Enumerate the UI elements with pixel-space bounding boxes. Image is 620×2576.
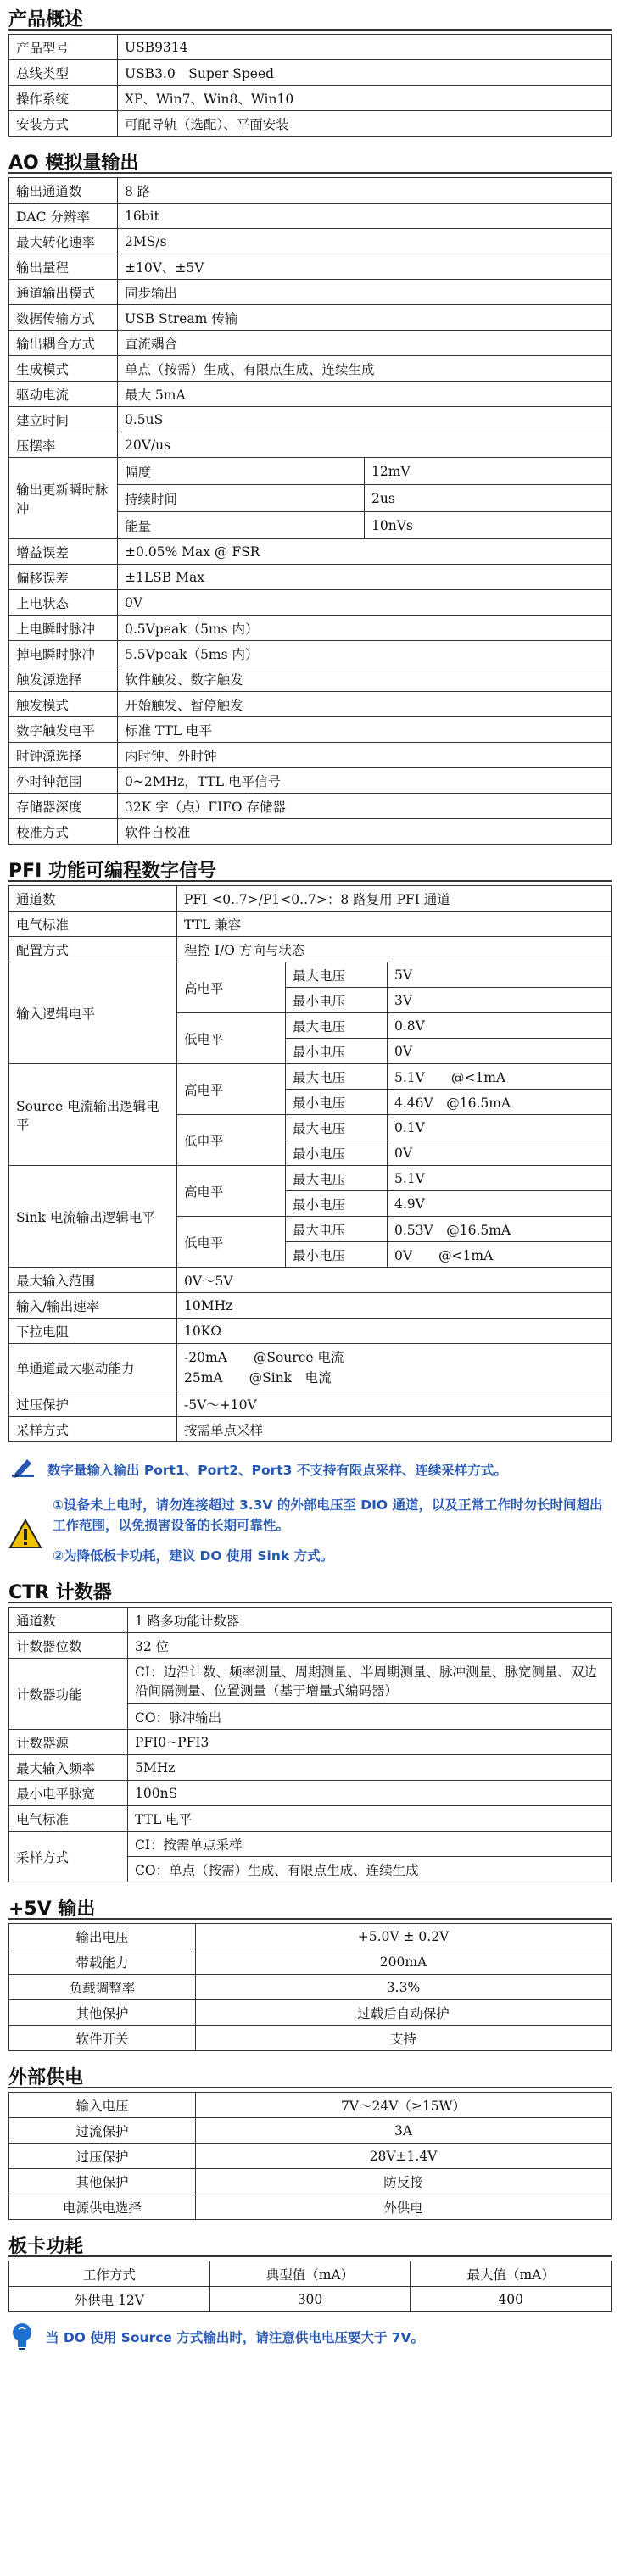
table-row [9, 886, 612, 912]
row-value: 0V～5V [177, 1268, 612, 1293]
row-key: 触发源选择 [9, 666, 118, 692]
row-key: 驱动电流 [9, 382, 118, 407]
pen-note [8, 1454, 612, 1486]
row-key: 生成模式 [9, 356, 118, 382]
row-value: 32K 字（点）FIFO 存储器 [118, 794, 612, 819]
pen-icon [8, 1454, 37, 1486]
row-value: 0V [118, 590, 612, 616]
row-key: 其他保护 [9, 2169, 196, 2194]
row-key: 增益误差 [9, 539, 118, 565]
row-key: 上电状态 [9, 590, 118, 616]
sub-value: 0.8V [388, 1013, 612, 1039]
row-value: ±10V、±5V [118, 254, 612, 280]
row-key: 负载调整率 [9, 1975, 196, 2000]
sub-value: 5V [388, 962, 612, 988]
row-key: 过流保护 [9, 2118, 196, 2144]
row-value: USB Stream 传输 [118, 305, 612, 331]
row-value: 20V/us [118, 432, 612, 458]
level-label: 低电平 [177, 1217, 286, 1268]
table-row [9, 1806, 612, 1832]
info-note [8, 2321, 612, 2355]
row-key: 产品型号 [9, 35, 118, 60]
sub-key: 最大电压 [286, 1115, 388, 1140]
row-key: 电气标准 [9, 1806, 128, 1832]
section-title-ao: AO 模拟量输出 [8, 153, 139, 174]
header-cell: 典型值（mA） [209, 2261, 411, 2287]
sub-key: 最小电压 [286, 1039, 388, 1064]
row-value: 防反接 [196, 2169, 612, 2194]
table-row [9, 254, 612, 280]
row-value: 5.5Vpeak（5ms 内） [118, 641, 612, 666]
sub-key: 最大电压 [286, 1013, 388, 1039]
row-key: 建立时间 [9, 407, 118, 432]
table-row [9, 86, 612, 111]
cell: 外供电 12V [9, 2287, 210, 2312]
row-value: 32 位 [128, 1633, 612, 1659]
row-value: 程控 I/O 方向与状态 [177, 937, 612, 962]
row-key: 总线类型 [9, 60, 118, 86]
sub-key: 最大电压 [286, 962, 388, 988]
table-row [9, 1924, 612, 1949]
table-row [9, 641, 612, 666]
table-row [9, 1755, 612, 1781]
table-row [9, 2000, 612, 2026]
row-key: 配置方式 [9, 937, 177, 962]
row-key: 通道数 [9, 886, 177, 912]
table-row [9, 794, 612, 819]
lightbulb-icon [8, 2321, 36, 2355]
note-text: 当 DO 使用 Source 方式输出时，请注意供电电压要大于 7V。 [46, 2330, 424, 2345]
row-key: 校准方式 [9, 819, 118, 845]
row-value: 10KΩ [177, 1319, 612, 1344]
warning-icon [8, 1519, 42, 1566]
level-label: 高电平 [177, 962, 286, 1013]
table-row [9, 1166, 612, 1191]
table-row [9, 458, 612, 485]
table-row [9, 717, 612, 743]
table-row [9, 1344, 612, 1391]
level-label: 高电平 [177, 1064, 286, 1115]
sub-key: 最大电压 [286, 1166, 388, 1191]
table-row [9, 1268, 612, 1293]
table-row [9, 768, 612, 794]
row-value: 过载后自动保护 [196, 2000, 612, 2026]
row-value: CO：脉冲输出 [128, 1704, 612, 1730]
row-key: 电气标准 [9, 912, 177, 937]
sub-value: 0V @<1mA [388, 1242, 612, 1268]
section-rule [8, 2255, 612, 2257]
section-rule [8, 1918, 612, 1920]
sub-key: 最小电压 [286, 1090, 388, 1115]
sub-value: 4.46V @16.5mA [388, 1090, 612, 1115]
row-value: +5.0V ± 0.2V [196, 1924, 612, 1949]
row-value: PFI0~PFI3 [128, 1730, 612, 1755]
table-row [9, 743, 612, 768]
row-key: 存储器深度 [9, 794, 118, 819]
row-value: 7V～24V（≥15W） [196, 2093, 612, 2118]
row-key: 其他保护 [9, 2000, 196, 2026]
row-value: 16bit [118, 204, 612, 229]
row-key: 计数器源 [9, 1730, 128, 1755]
table-row [9, 2194, 612, 2220]
row-value: USB3.0 Super Speed [118, 60, 612, 86]
row-key: 过压保护 [9, 2144, 196, 2169]
row-key: 输出耦合方式 [9, 331, 118, 356]
drive-source: -20mA @Source 电流 [184, 1349, 344, 1365]
sub-value: 10nVs [365, 512, 612, 539]
row-value: 5MHz [128, 1755, 612, 1781]
row-value: TTL 兼容 [177, 912, 612, 937]
row-value: 外供电 [196, 2194, 612, 2220]
level-label: 低电平 [177, 1013, 286, 1064]
table-row [9, 1293, 612, 1319]
row-key: 触发模式 [9, 692, 118, 717]
row-key: 过压保护 [9, 1391, 177, 1417]
row-key: 软件开关 [9, 2026, 196, 2051]
row-key: 数字触发电平 [9, 717, 118, 743]
table-row [9, 178, 612, 204]
row-value: 0.5uS [118, 407, 612, 432]
section-rule [8, 29, 612, 31]
table-row [9, 1608, 612, 1633]
row-value: ±1LSB Max [118, 565, 612, 590]
table-row [9, 1064, 612, 1090]
table-row [9, 2144, 612, 2169]
row-key: Source 电流输出逻辑电平 [9, 1064, 177, 1166]
row-value: 最大 5mA [118, 382, 612, 407]
table-row [9, 229, 612, 254]
row-key: 数据传输方式 [9, 305, 118, 331]
row-value: -5V～+10V [177, 1391, 612, 1417]
row-key: 输出量程 [9, 254, 118, 280]
section-rule [8, 2087, 612, 2088]
table-row [9, 1781, 612, 1806]
row-key: 输出通道数 [9, 178, 118, 204]
sub-key: 最大电压 [286, 1217, 388, 1242]
table-row [9, 1730, 612, 1755]
row-value: USB9314 [118, 35, 612, 60]
row-value: 开始触发、暂停触发 [118, 692, 612, 717]
row-key: 通道输出模式 [9, 280, 118, 305]
ext-table [8, 2092, 612, 2220]
row-value: 3A [196, 2118, 612, 2144]
table-row [9, 2287, 612, 2312]
row-key: 通道数 [9, 1608, 128, 1633]
row-value: 0~2MHz，TTL 电平信号 [118, 768, 612, 794]
row-value: 0.5Vpeak（5ms 内） [118, 616, 612, 641]
table-row [9, 60, 612, 86]
table-row [9, 539, 612, 565]
section-title-5v: +5V 输出 [8, 1899, 96, 1920]
table-row [9, 1319, 612, 1344]
overview-table [8, 34, 612, 137]
row-key: 输出更新瞬时脉冲 [9, 458, 118, 539]
table-row [9, 1659, 612, 1704]
ao-table [8, 177, 612, 845]
table-row [9, 35, 612, 60]
table-row [9, 407, 612, 432]
section-title-power: 板卡功耗 [8, 2236, 84, 2257]
table-row [9, 382, 612, 407]
row-value: XP、Win7、Win8、Win10 [118, 86, 612, 111]
row-key: 最小电平脉宽 [9, 1781, 128, 1806]
row-value: 按需单点采样 [177, 1417, 612, 1442]
row-key: 掉电瞬时脉冲 [9, 641, 118, 666]
sub-key: 最小电压 [286, 988, 388, 1013]
sub-value: 0.53V @16.5mA [388, 1217, 612, 1242]
table-row [9, 962, 612, 988]
table-row [9, 1975, 612, 2000]
row-key: 最大转化速率 [9, 229, 118, 254]
table-row [9, 1832, 612, 1857]
row-key: 带载能力 [9, 1949, 196, 1975]
row-key: 输入逻辑电平 [9, 962, 177, 1064]
row-value: 标准 TTL 电平 [118, 717, 612, 743]
section-title-ext: 外部供电 [8, 2067, 84, 2088]
row-value: 8 路 [118, 178, 612, 204]
sub-key: 最小电压 [286, 1140, 388, 1166]
row-value: 200mA [196, 1949, 612, 1975]
row-value: 2MS/s [118, 229, 612, 254]
header-cell: 工作方式 [9, 2261, 210, 2287]
row-value: ±0.05% Max @ FSR [118, 539, 612, 565]
row-value: 100nS [128, 1781, 612, 1806]
row-value: PFI <0..7>/P1<0..7>：8 路复用 PFI 通道 [177, 886, 612, 912]
row-key: 采样方式 [9, 1417, 177, 1442]
warning-text-1: ①设备未上电时，请勿连接超过 3.3V 的外部电压至 DIO 通道，以及正常工作时勿长时间超出工作范围，以免损害设备的长期可靠性。 [53, 1497, 603, 1533]
row-key: 外时钟范围 [9, 768, 118, 794]
row-key: 压摆率 [9, 432, 118, 458]
table-row [9, 1391, 612, 1417]
row-key: 采样方式 [9, 1832, 128, 1882]
row-key: 最大输入频率 [9, 1755, 128, 1781]
table-row [9, 432, 612, 458]
sub-key: 幅度 [118, 458, 365, 485]
sub-key: 最大电压 [286, 1064, 388, 1090]
row-value: 软件触发、数字触发 [118, 666, 612, 692]
row-value: 同步输出 [118, 280, 612, 305]
row-value: 3.3% [196, 1975, 612, 2000]
sub-value: 2us [365, 485, 612, 512]
row-key: 输出电压 [9, 1924, 196, 1949]
table-row [9, 2093, 612, 2118]
row-value: CO：单点（按需）生成、有限点生成、连续生成 [128, 1857, 612, 1882]
table-row [9, 111, 612, 137]
row-value: CI：边沿计数、频率测量、周期测量、半周期测量、脉冲测量、脉宽测量、双边沿间隔测量、位置测量（基于增量式编码器） [128, 1659, 612, 1704]
table-row [9, 565, 612, 590]
table-row [9, 305, 612, 331]
row-value: TTL 电平 [128, 1806, 612, 1832]
table-row [9, 280, 612, 305]
sub-key: 最小电压 [286, 1191, 388, 1217]
table-row [9, 692, 612, 717]
row-value: 10MHz [177, 1293, 612, 1319]
sub-value: 0V [388, 1039, 612, 1064]
warning-text-2: ②为降低板卡功耗，建议 DO 使用 Sink 方式。 [53, 1548, 334, 1564]
sub-value: 5.1V @<1mA [388, 1064, 612, 1090]
cell: 400 [411, 2287, 612, 2312]
p5v-table [8, 1923, 612, 2051]
table-row [9, 356, 612, 382]
row-key: DAC 分辨率 [9, 204, 118, 229]
pfi-table [8, 885, 612, 1442]
row-key: 上电瞬时脉冲 [9, 616, 118, 641]
sub-value: 4.9V [388, 1191, 612, 1217]
table-row [9, 2026, 612, 2051]
table-row [9, 1949, 612, 1975]
row-key: 偏移误差 [9, 565, 118, 590]
table-row [9, 937, 612, 962]
table-row [9, 819, 612, 845]
table-row [9, 616, 612, 641]
table-row [9, 590, 612, 616]
row-value [177, 1344, 612, 1391]
row-key: 最大输入范围 [9, 1268, 177, 1293]
header-cell: 最大值（mA） [411, 2261, 612, 2287]
sub-value: 12mV [365, 458, 612, 485]
table-row [9, 1633, 612, 1659]
row-key: 输入/输出速率 [9, 1293, 177, 1319]
row-value: 1 路多功能计数器 [128, 1608, 612, 1633]
warning-note [8, 1495, 612, 1566]
row-value: 软件自校准 [118, 819, 612, 845]
row-key: 输入电压 [9, 2093, 196, 2118]
section-title-overview: 产品概述 [8, 9, 84, 31]
row-key: 单通道最大驱动能力 [9, 1344, 177, 1391]
row-key: 安装方式 [9, 111, 118, 137]
sub-key: 能量 [118, 512, 365, 539]
row-key: 时钟源选择 [9, 743, 118, 768]
row-value: 28V±1.4V [196, 2144, 612, 2169]
sub-key: 持续时间 [118, 485, 365, 512]
table-header-row [9, 2261, 612, 2287]
sub-value: 0V [388, 1140, 612, 1166]
power-table [8, 2261, 612, 2312]
level-label: 高电平 [177, 1166, 286, 1217]
row-key: 计数器位数 [9, 1633, 128, 1659]
row-value: 支持 [196, 2026, 612, 2051]
sub-value: 5.1V [388, 1166, 612, 1191]
table-row [9, 2169, 612, 2194]
row-value: 可配导轨（选配）、平面安装 [118, 111, 612, 137]
table-row [9, 912, 612, 937]
drive-sink: 25mA @Sink 电流 [184, 1369, 332, 1386]
row-value: CI：按需单点采样 [128, 1832, 612, 1857]
row-value: 内时钟、外时钟 [118, 743, 612, 768]
table-row [9, 2118, 612, 2144]
sub-key: 最小电压 [286, 1242, 388, 1268]
row-key: 下拉电阻 [9, 1319, 177, 1344]
section-title-ctr: CTR 计数器 [8, 1582, 112, 1603]
cell: 300 [209, 2287, 411, 2312]
row-key: 操作系统 [9, 86, 118, 111]
table-row [9, 331, 612, 356]
note-text: 数字量输入输出 Port1、Port2、Port3 不支持有限点采样、连续采样方式。 [47, 1463, 507, 1478]
sub-value: 0.1V [388, 1115, 612, 1140]
level-label: 低电平 [177, 1115, 286, 1166]
row-key: 电源供电选择 [9, 2194, 196, 2220]
ctr-table [8, 1607, 612, 1882]
row-value: 直流耦合 [118, 331, 612, 356]
sub-value: 3V [388, 988, 612, 1013]
section-title-pfi: PFI 功能可编程数字信号 [8, 861, 216, 882]
table-row [9, 1417, 612, 1442]
row-key: 计数器功能 [9, 1659, 128, 1730]
table-row [9, 204, 612, 229]
table-row [9, 666, 612, 692]
row-key: Sink 电流输出逻辑电平 [9, 1166, 177, 1268]
row-value: 单点（按需）生成、有限点生成、连续生成 [118, 356, 612, 382]
